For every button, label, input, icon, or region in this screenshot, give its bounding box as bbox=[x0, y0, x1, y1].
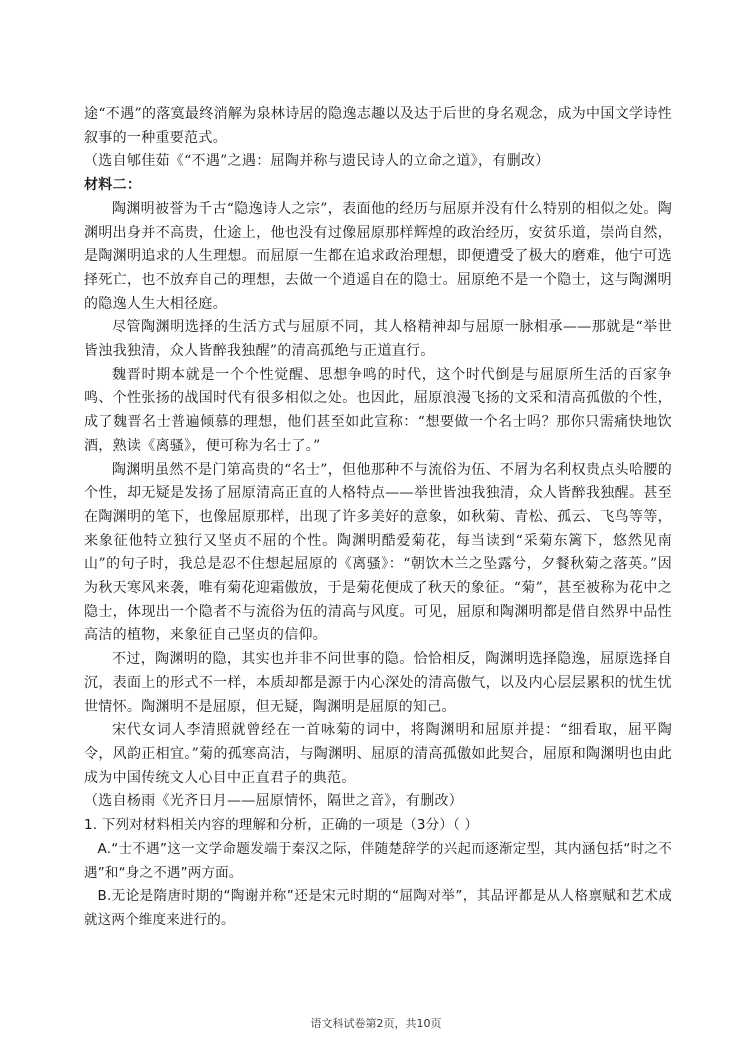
source-citation-1: （选自郇佳茹《“不遇”之遇：屈陶并称与遗民诗人的立命之道》，有删改） bbox=[84, 153, 550, 170]
option-b: B.无论是隋唐时期的“陶谢并称”还是宋元时期的“屈陶对举”，其品评都是从人格禀赋和艺术成就这两个维度来进行的。 bbox=[84, 888, 672, 928]
option-a: A.“士不遇”这一文学命题发端于秦汉之际，伴随楚辞学的兴起而逐渐定型，其内涵包括“时之不遇”和“身之不遇”两方面。 bbox=[84, 840, 672, 881]
paragraph: 陶渊明被誉为千古“隐逸诗人之宗”，表面他的经历与屈原并没有什么特别的相似之处。陶渊明出身并不高贵，仕途上，他也没有过像屈原那样辉煌的政治经历，安贫乐道，崇尚自然，是陶渊明追求的人生理想。而屈原一生都在追求政治理想，即便遭受了极大的磨难，他宁可选择死亡，也不放弃自己的理想，去做一个逍遥自在的隐士。屈原绝不是一个隐士，这与陶渊明的隐逸人生大相径庭。 bbox=[84, 200, 672, 312]
section-heading-material-2: 材料二： bbox=[84, 177, 142, 194]
page-content bbox=[84, 103, 672, 933]
question-stem: 1. 下列对材料相关内容的理解和分析，正确的一项是（3分）（ ） bbox=[84, 817, 479, 834]
paragraph: 魏晋时期本就是一个个性觉醒、思想争鸣的时代，这个时代倒是与屈原所生活的百家争鸣、个性张扬的战国时代有很多相似之处。也因此，屈原浪漫飞扬的文采和清高孤傲的个性，成了魏晋名士普遍倾慕的理想，他们甚至如此宣称：“想要做一个名士吗？那你只需痛快地饮酒，熟读《离骚》，便可称为名士了。” bbox=[84, 366, 672, 454]
page-footer: 语文科试卷第2页，共10页 bbox=[310, 1017, 442, 1030]
paragraph: 宋代女词人李清照就曾经在一首咏菊的词中，将陶渊明和屈原并提：“细看取，屈平陶令，风韵正相宜。”菊的孤寒高洁，与陶渊明、屈原的清高孤傲如此契合，屈原和陶渊明也由此成为中国传统文人心目中正直君子的典范。 bbox=[84, 722, 672, 786]
paragraph: 不过，陶渊明的隐，其实也并非不问世事的隐。恰恰相反，陶渊明选择隐逸，屈原选择自沉，表面上的形式不一样，本质却都是源于内心深处的清高傲气，以及内心层层累积的忧生忧世情怀。陶渊明不是屈原，但无疑，陶渊明是屈原的知己。 bbox=[84, 651, 672, 715]
paragraph-continuation: 途“不遇”的落寞最终消解为泉林诗居的隐逸志趣以及达于后世的身名观念，成为中国文学诗性叙事的一种重要范式。 bbox=[84, 106, 672, 146]
paragraph: 尽管陶渊明选择的生活方式与屈原不同，其人格精神却与屈原一脉相承——那就是“举世皆浊我独清，众人皆醉我独醒”的清高孤绝与正道直行。 bbox=[84, 319, 672, 360]
paragraph: 陶渊明虽然不是门第高贵的“名士”，但他那种不与流俗为伍、不屑为名利权贵点头哈腰的个性，却无疑是发扬了屈原清高正直的人格特点——举世皆浊我独清，众人皆醉我独醒。甚至在陶渊明的笔下，也像屈原那样，出现了许多美好的意象，如秋菊、青松、孤云、飞鸟等等，来象征他特立独行又坚贞不屈的个性。陶渊明酷爱菊花，每当读到“采菊东篱下，悠然见南山”的句子时，我总是忍不住想起屈原的《离骚》：“朝饮木兰之坠露兮，夕餐秋菊之落英。”因为秋天寒风来袭，唯有菊花迎霜傲放，于是菊花便成了秋天的象征。“菊”，甚至被称为花中之隐士，体现出一个隐者不与流俗为伍的清高与风度。可见，屈原和陶渊明都是借自然界中品性高洁的植物，来象征自己坚贞的信仰。 bbox=[84, 461, 672, 644]
source-citation-2: （选自杨雨《光齐日月——屈原情怀，隔世之音》，有删改） bbox=[84, 793, 464, 810]
